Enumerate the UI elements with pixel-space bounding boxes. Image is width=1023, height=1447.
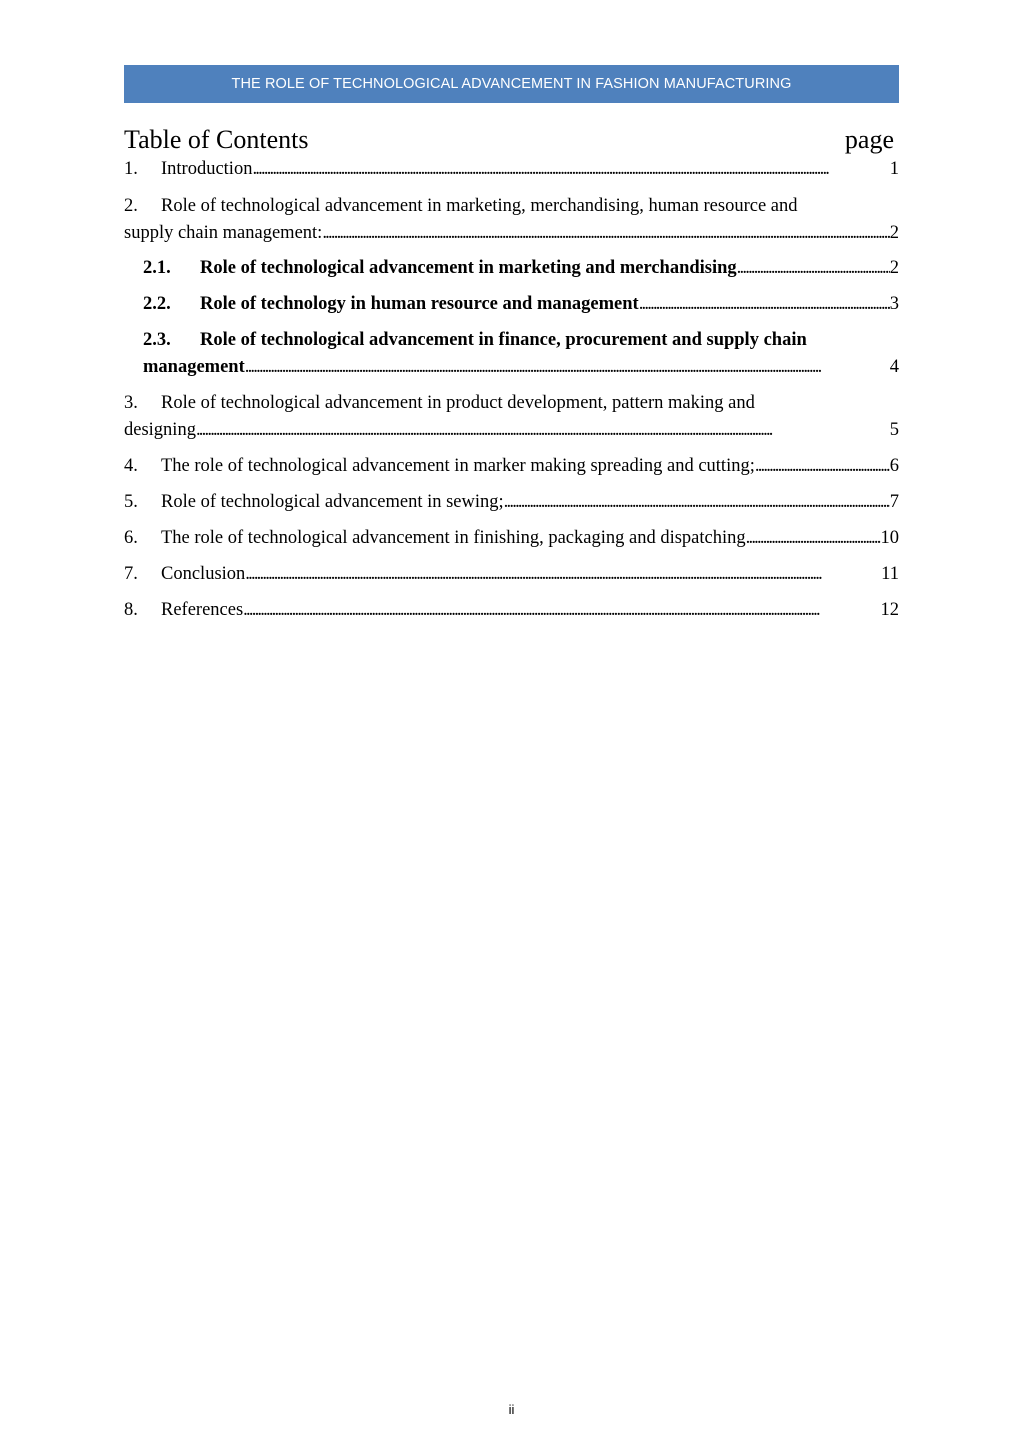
- toc-entry-finance-procurement[interactable]: [143, 327, 899, 381]
- toc-page-column-label: page: [844, 125, 894, 154]
- toc-entry-references[interactable]: [124, 597, 899, 624]
- toc-entry-number: 2.: [124, 196, 138, 216]
- dot-leader: [746, 525, 881, 552]
- toc-entry-marketing-merchandising[interactable]: [143, 255, 899, 282]
- toc-entry-title: The role of technological advancement in finishing, packaging and dispatching: [161, 528, 746, 548]
- toc-entry-number: 7.: [124, 564, 138, 584]
- dot-leader: [252, 156, 889, 183]
- toc-entry-page: 7: [889, 492, 899, 512]
- dot-leader: [243, 597, 880, 624]
- toc-entry-page: 6: [889, 456, 899, 476]
- running-header: THE ROLE OF TECHNOLOGICAL ADVANCEMENT IN FASHION MANUFACTURING: [124, 65, 899, 103]
- toc-entry-page: 10: [880, 528, 899, 548]
- toc-entry-finishing-packaging[interactable]: [124, 525, 899, 552]
- toc-entry-number: 5.: [124, 492, 138, 512]
- toc-entry-number: 6.: [124, 528, 138, 548]
- toc-entry-introduction[interactable]: [124, 156, 899, 183]
- toc-entry-page: 11: [881, 564, 899, 584]
- toc-entry-number: 2.2.: [143, 294, 171, 314]
- toc-entry-title-line2: management: [143, 357, 245, 377]
- toc-entry-title: References: [161, 600, 244, 620]
- toc-entry-number: 3.: [124, 393, 138, 413]
- dot-leader: [504, 489, 890, 516]
- toc-entry-title: Role of technology in human resource and management: [200, 294, 639, 314]
- toc-entry-page: 3: [889, 294, 899, 314]
- dot-leader: [196, 417, 890, 444]
- toc-entry-title-line1: Role of technological advancement in finance, procurement and supply chain: [200, 330, 807, 350]
- toc-entry-title-line2: designing: [124, 420, 196, 440]
- toc-entry-human-resource[interactable]: [143, 291, 899, 318]
- dot-leader: [737, 255, 890, 282]
- toc-entry-marketing-hr-supply-chain[interactable]: [124, 193, 899, 247]
- toc-entry-page: 4: [889, 357, 899, 377]
- toc-entry-title: Conclusion: [161, 564, 246, 584]
- page-number: ii: [508, 1402, 515, 1417]
- toc-entry-title: Introduction: [161, 159, 253, 179]
- toc-entry-number: 4.: [124, 456, 138, 476]
- toc-entry-page: 2: [889, 223, 899, 243]
- toc-entry-page: 12: [880, 600, 899, 620]
- toc-entry-number: 2.3.: [143, 330, 171, 350]
- toc-entry-number: 1.: [124, 159, 138, 179]
- dot-leader: [245, 354, 890, 381]
- toc-entry-title-line2: supply chain management:: [124, 223, 323, 243]
- toc-entry-number: 8.: [124, 600, 138, 620]
- toc-heading: [124, 124, 894, 156]
- dot-leader: [639, 291, 890, 318]
- toc-entry-marker-making[interactable]: [124, 453, 899, 480]
- toc-entry-title: Role of technological advancement in sewing;: [161, 492, 504, 512]
- toc-entry-product-development[interactable]: [124, 390, 899, 444]
- toc-entry-title-line1: Role of technological advancement in marketing, merchandising, human resource and: [161, 196, 798, 216]
- toc-entry-page: 2: [889, 258, 899, 278]
- toc-entry-title: Role of technological advancement in marketing and merchandising: [200, 258, 737, 278]
- toc-entry-sewing[interactable]: [124, 489, 899, 516]
- toc-entry-conclusion[interactable]: [124, 561, 899, 588]
- dot-leader: [245, 561, 881, 588]
- dot-leader: [755, 453, 890, 480]
- toc-entry-page: 5: [889, 420, 899, 440]
- toc-entry-number: 2.1.: [143, 258, 171, 278]
- toc-entry-page: 1: [889, 159, 899, 179]
- toc-entry-title-line1: Role of technological advancement in product development, pattern making and: [161, 393, 755, 413]
- dot-leader: [322, 220, 889, 247]
- toc-title: Table of Contents: [124, 125, 309, 154]
- toc-entry-title: The role of technological advancement in marker making spreading and cutting;: [161, 456, 755, 476]
